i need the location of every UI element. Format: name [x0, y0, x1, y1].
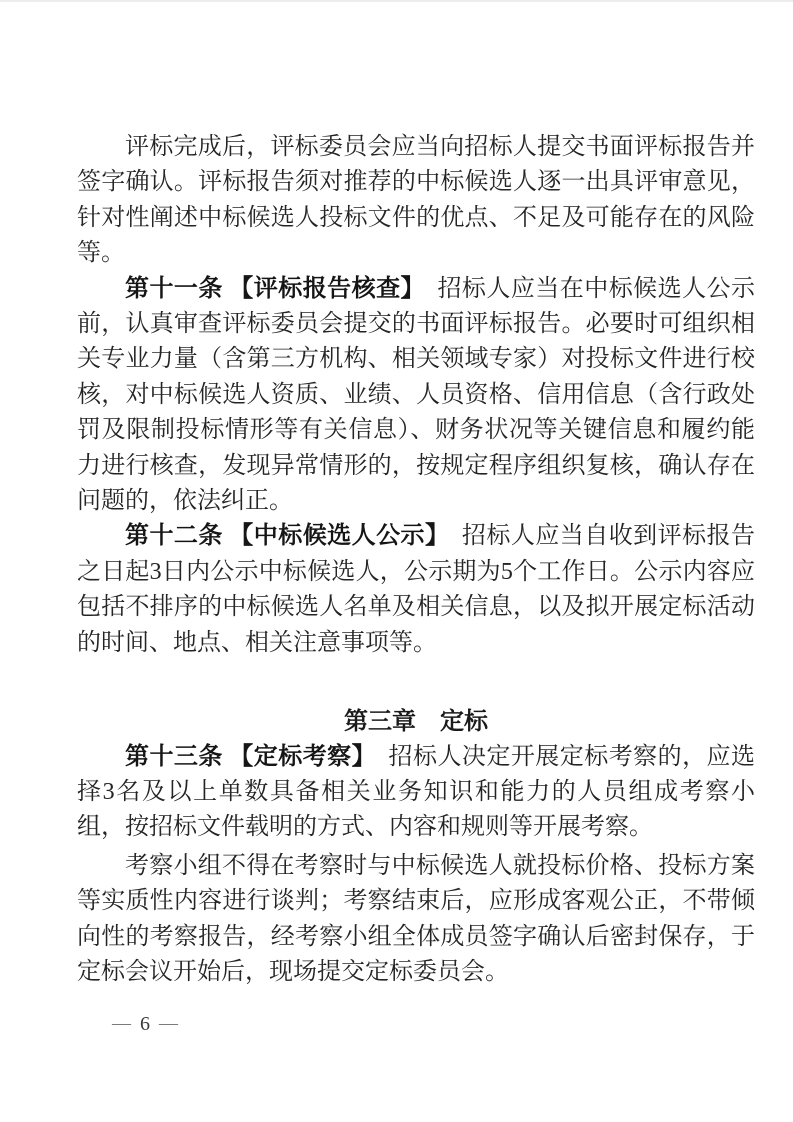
page-number: 6 [140, 1013, 150, 1035]
article-11-body: 招标人应当在中标候选人公示前，认真审查评标委员会提交的书面评标报告。必要时可组织相关专业力量（含第三方机构、相关领域专家）对投标文件进行校核，对中标候选人资质、业绩、人员资格、信用信息（含行政处罚及限制投标情形等有关信息）、财务状况等关键信息和履约能力进行核查，发现异常情形的，按规定程序组织复核，确认存在问题的，依法纠正。 [77, 275, 755, 515]
article-12-paragraph [77, 519, 755, 661]
scan-edge-artifact [0, 0, 793, 2]
article-13-paragraph [77, 740, 755, 846]
intro-paragraph-text: 评标完成后，评标委员会应当向招标人提交书面评标报告并签字确认。评标报告须对推荐的中标候选人逐一出具评审意见，针对性阐述中标候选人投标文件的优点、不足及可能存在的风险等。 [77, 134, 755, 267]
article-13-body: 招标人决定开展定标考察的，应选择3名及以上单数具备相关业务知识和能力的人员组成考察小组，按招标文件载明的方式、内容和规则等开展考察。 [77, 743, 756, 841]
article-11-title: 第十一条 【评标报告核查】 [125, 275, 413, 302]
article-12-body: 招标人应当自收到评标报告之日起3日内公示中标候选人，公示期为5个工作日。公示内容应包括不排序的中标候选人名单及相关信息，以及拟开展定标活动的时间、地点、相关注意事项等。 [77, 523, 756, 656]
closing-paragraph-text: 考察小组不得在考察时与中标候选人就投标价格、投标方案等实质性内容进行谈判；考察结束后，应形成客观公正，不带倾向性的考察报告，经考察小组全体成员签字确认后密封保存，于定标会议开始后，现场提交定标委员会。 [77, 852, 755, 985]
footer-dash-left: — [112, 1013, 131, 1034]
footer-dash-right: — [159, 1013, 178, 1034]
document-content [77, 130, 755, 990]
chapter-heading: 第三章 定标 [344, 708, 488, 736]
page-footer [112, 1011, 178, 1037]
intro-paragraph [77, 130, 755, 272]
article-11-paragraph [77, 272, 755, 520]
article-12-title: 第十二条 【中标候选人公示】 [125, 523, 438, 550]
closing-paragraph [77, 849, 755, 991]
article-13-title: 第十三条 【定标考察】 [125, 743, 365, 770]
